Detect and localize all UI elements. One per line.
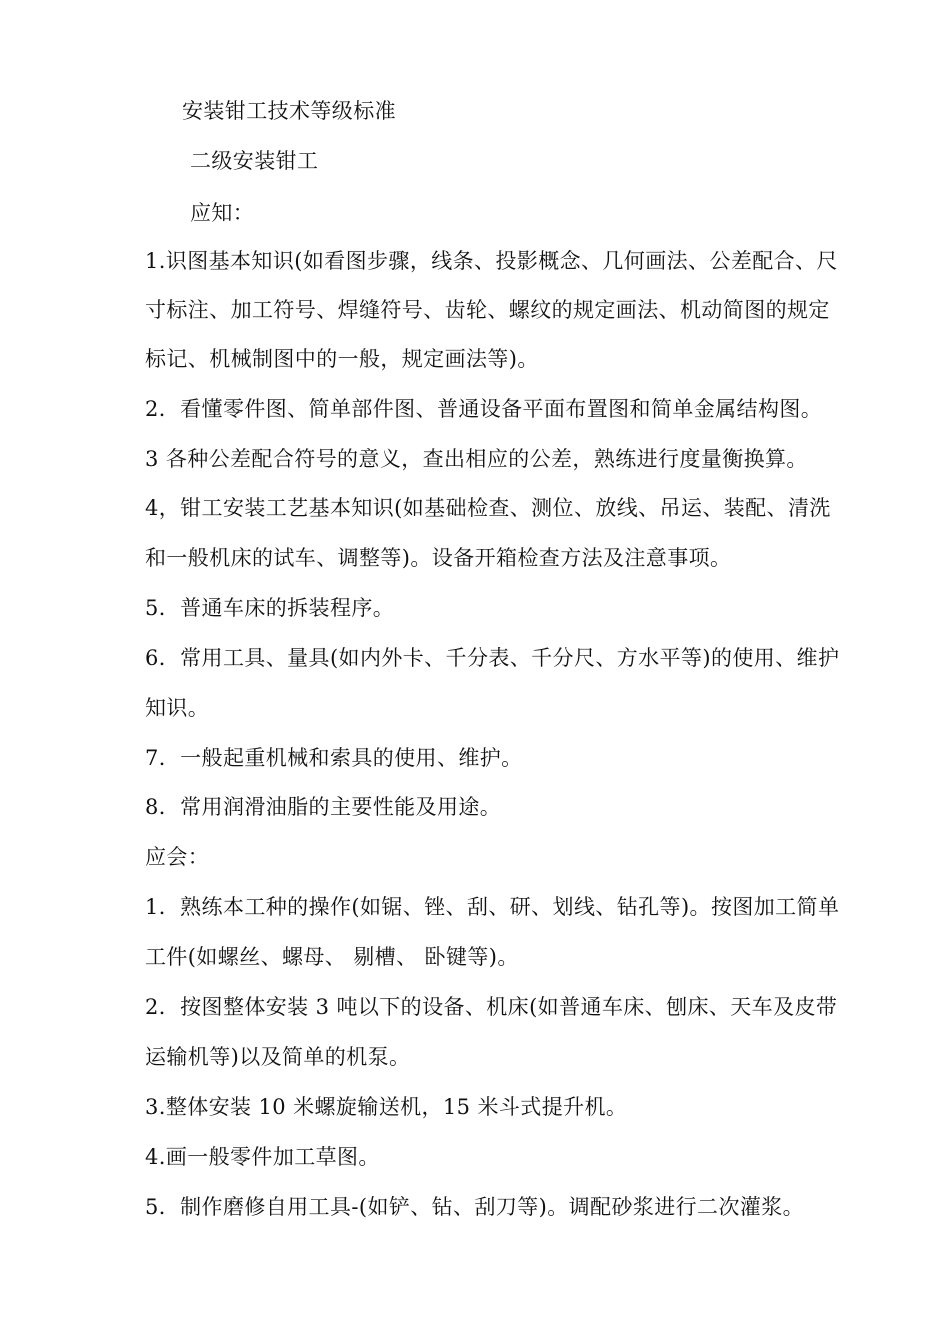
know-line-3: 标记、机械制图中的一般，规定画法等)。 — [145, 347, 539, 371]
level-heading: 二级安装钳工 — [190, 149, 319, 173]
should-do-heading: 应会： — [145, 845, 210, 869]
know-line-10: 知识。 — [145, 696, 210, 720]
do-line-4: 运输机等)以及简单的机泵。 — [145, 1045, 411, 1069]
know-line-5: 3 各种公差配合符号的意义，查出相应的公差，熟练进行度量衡换算。 — [145, 447, 808, 471]
know-line-2: 寸标注、加工符号、焊缝符号、齿轮、螺纹的规定画法、机动简图的规定 — [145, 298, 830, 322]
do-line-5: 3.整体安装 10 米螺旋输送机，15 米斗式提升机。 — [145, 1095, 628, 1119]
document-title: 安装钳工技术等级标准 — [182, 99, 396, 123]
should-know-heading: 应知： — [190, 201, 255, 225]
know-line-4: 2．看懂零件图、简单部件图、普通设备平面布置图和简单金属结构图。 — [145, 397, 823, 421]
do-line-3: 2．按图整体安装 3 吨以下的设备、机床(如普通车床、刨床、天车及皮带 — [145, 995, 838, 1019]
do-line-2: 工件(如螺丝、螺母、 剔槽、 卧键等)。 — [145, 945, 519, 969]
know-line-9: 6．常用工具、量具(如内外卡、千分表、千分尺、方水平等)的使用、维护 — [145, 646, 840, 670]
do-line-7: 5．制作磨修自用工具-(如铲、钻、刮刀等)。调配砂浆进行二次灌浆。 — [145, 1195, 805, 1219]
know-line-7: 和一般机床的试车、调整等)。设备开箱检查方法及注意事项。 — [145, 546, 732, 570]
do-line-6: 4.画一般零件加工草图。 — [145, 1145, 380, 1169]
know-line-12: 8．常用润滑油脂的主要性能及用途。 — [145, 795, 502, 819]
do-line-1: 1．熟练本工种的操作(如锯、锉、刮、研、划线、钻孔等)。按图加工简单 — [145, 895, 840, 919]
know-line-6: 4，钳工安装工艺基本知识(如基础检查、测位、放线、吊运、装配、清洗 — [145, 496, 831, 520]
know-line-11: 7．一般起重机械和索具的使用、维护。 — [145, 746, 523, 770]
know-line-1: 1.识图基本知识(如看图步骤，线条、投影概念、几何画法、公差配合、尺 — [145, 249, 838, 273]
know-line-8: 5．普通车床的拆装程序。 — [145, 596, 395, 620]
